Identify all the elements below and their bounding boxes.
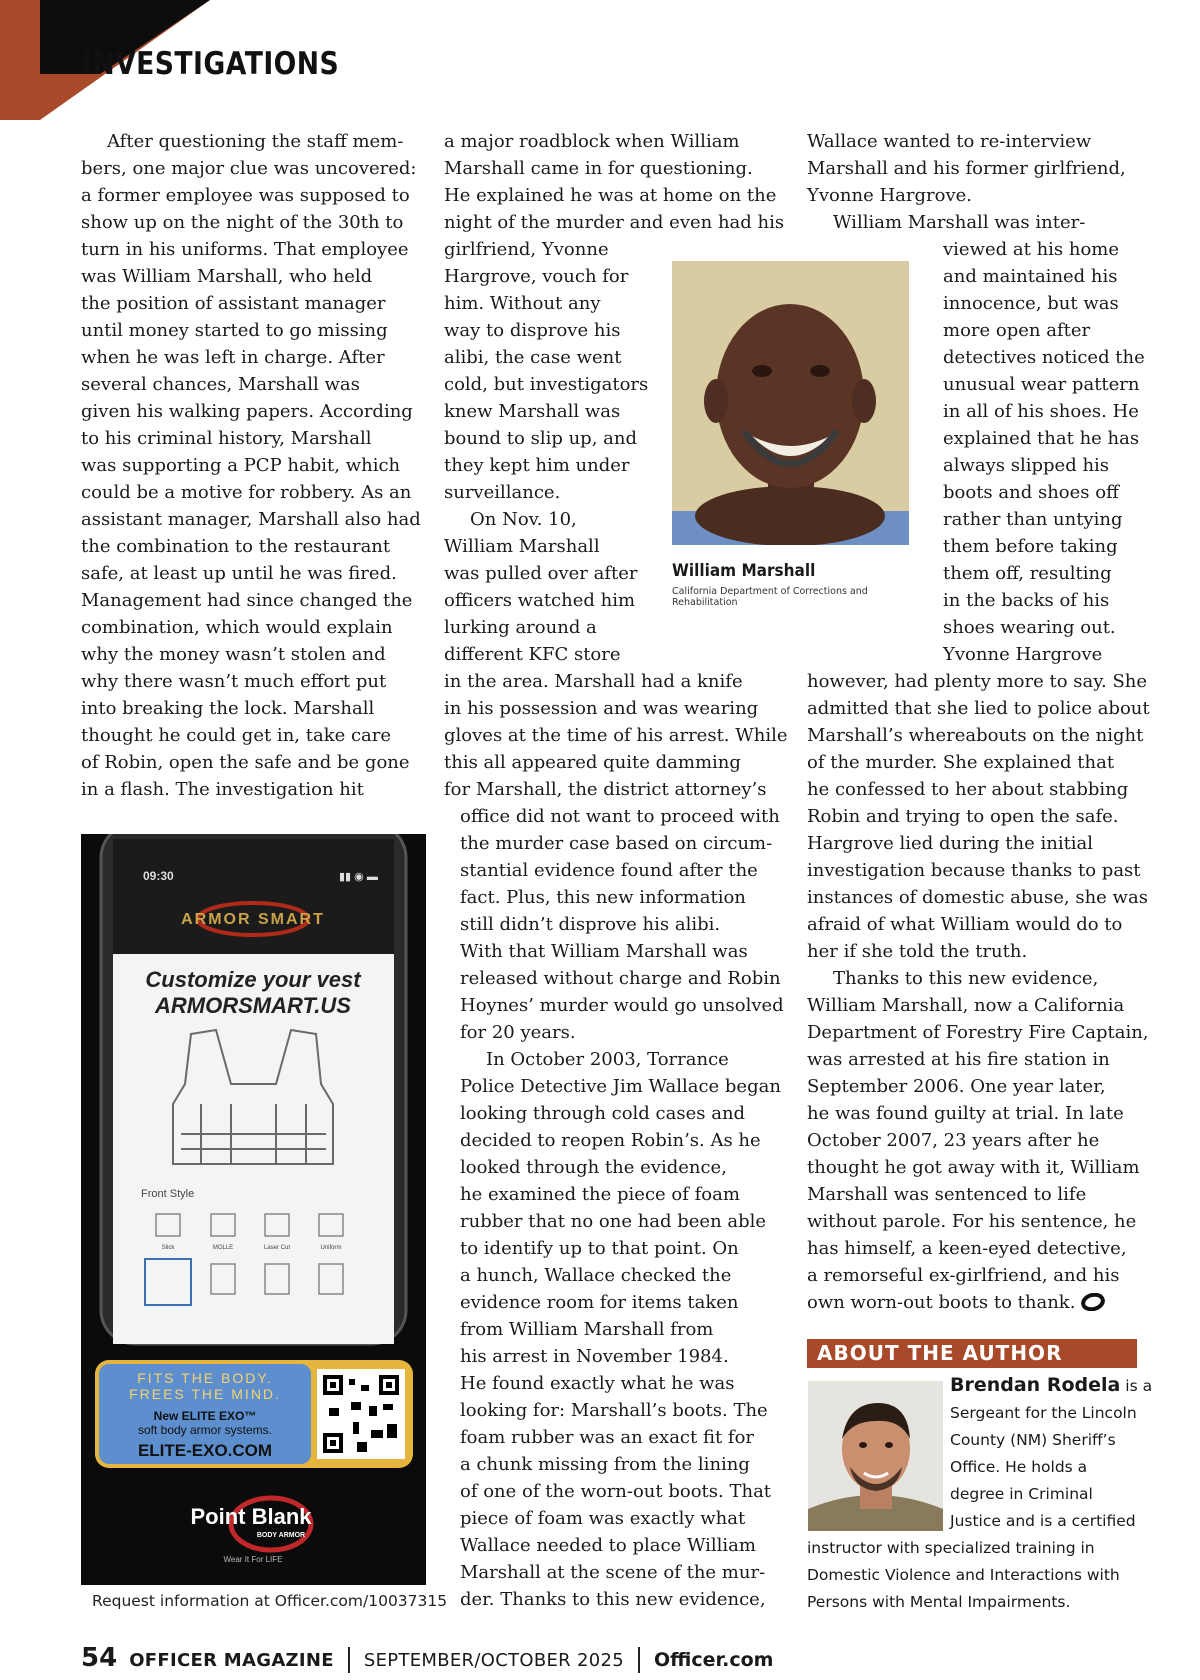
article-line: show up on the night of the 30th to — [81, 212, 404, 233]
article-line: In October 2003, Torrance — [486, 1049, 729, 1070]
article-line: he was found guilty at trial. In late — [807, 1103, 1124, 1124]
article-line: Marshall was sentenced to life — [807, 1184, 1087, 1205]
article-line: always slipped his — [943, 455, 1110, 476]
article-line: the murder case based on circum- — [460, 833, 773, 854]
article-line: thought he could get in, take care — [81, 725, 392, 746]
article-line: unusual wear pattern — [943, 374, 1140, 395]
article-line: the combination to the restaurant — [81, 536, 391, 557]
ad-tagline-2: FREES THE MIND. — [129, 1386, 281, 1402]
article-line: he examined the piece of foam — [460, 1184, 740, 1205]
article-line: explained that he has — [943, 428, 1140, 449]
article-line: Management had since changed the — [81, 590, 413, 611]
article-line: way to disprove his — [444, 320, 621, 341]
about-line-0: is a — [1125, 1377, 1153, 1395]
article-line: der. Thanks to this new evidence, — [460, 1589, 766, 1610]
article-line: detectives noticed the — [943, 347, 1145, 368]
article-line: afraid of what William would do to — [807, 914, 1123, 935]
article-line: for 20 years. — [460, 1022, 576, 1043]
article-line: a chunk missing from the lining — [460, 1454, 750, 1475]
article-line: Department of Forestry Fire Captain, — [807, 1022, 1149, 1043]
article-line: stantial evidence found after the — [460, 860, 758, 881]
article-line: thought he got away with it, William — [807, 1157, 1140, 1178]
article-line: October 2007, 23 years after he — [807, 1130, 1100, 1151]
footer-divider — [638, 1647, 640, 1673]
article-line: After questioning the staff mem- — [107, 131, 404, 152]
article-line: bers, one major clue was uncovered: — [81, 158, 417, 179]
article-line: more open after — [943, 320, 1091, 341]
article-line: gloves at the time of his arrest. While — [444, 725, 788, 746]
article-line: rather than untying — [943, 509, 1123, 530]
ad-product-url: ELITE-EXO.COM — [137, 1441, 273, 1460]
article-line: September 2006. One year later, — [807, 1076, 1106, 1097]
article-line: several chances, Marshall was — [81, 374, 360, 395]
article-line: admitted that she lied to police about — [807, 698, 1150, 719]
article-line: was William Marshall, who held — [81, 266, 373, 287]
article-line: boots and shoes off — [943, 482, 1119, 503]
article-line: officers watched him — [444, 590, 636, 611]
ad-style-3: Laser Cut — [263, 1245, 291, 1251]
end-mark-icon — [1081, 1293, 1105, 1311]
section-title: INVESTIGATIONS — [82, 46, 340, 82]
article-line: a hunch, Wallace checked the — [460, 1265, 732, 1286]
article-line: instances of domestic abuse, she was — [807, 887, 1148, 908]
article-line: until money started to go missing — [81, 320, 388, 341]
article-line: Marshall came in for questioning. — [444, 158, 753, 179]
article-line: from William Marshall from — [460, 1319, 714, 1340]
ad-style-2: MOLLE — [212, 1245, 234, 1251]
article-line: rubber that no one had been able — [460, 1211, 767, 1232]
qr-code-icon — [317, 1369, 405, 1459]
article-line: William Marshall — [444, 536, 600, 557]
article-line: and maintained his — [943, 266, 1118, 287]
article-line: in the backs of his — [943, 590, 1110, 611]
article-line: looking through cold cases and — [460, 1103, 746, 1124]
article-line: looking for: Marshall’s boots. The — [460, 1400, 768, 1421]
article-line: He found exactly what he was — [460, 1373, 735, 1394]
ad-logo-sub: BODY ARMOR — [256, 1532, 306, 1539]
footer-divider — [348, 1647, 350, 1673]
article-line: to his criminal history, Marshall — [81, 428, 372, 449]
article-line: Yvonne Hargrove. — [807, 185, 972, 206]
article-line: looked through the evidence, — [460, 1157, 727, 1178]
article-line: released without charge and Robin — [460, 968, 781, 989]
article-line: Wallace needed to place William — [460, 1535, 756, 1556]
about-line-1: Sergeant for the Lincoln — [950, 1404, 1137, 1422]
article-line: Marshall and his former girlfriend, — [807, 158, 1126, 179]
page-footer — [81, 1643, 773, 1677]
article-line: safe, at least up until he was fired. — [81, 563, 397, 584]
article-line: cold, but investigators — [444, 374, 649, 395]
article-line: surveillance. — [444, 482, 561, 503]
article-line: without parole. For his sentence, he — [807, 1211, 1137, 1232]
about-line-4: degree in Criminal — [950, 1485, 1093, 1503]
article-line: the position of assistant manager — [81, 293, 386, 314]
ad-product-1: New ELITE EXO™ — [153, 1409, 257, 1423]
article-line: knew Marshall was — [444, 401, 621, 422]
article-line: Hargrove, vouch for — [444, 266, 629, 287]
article-line: could be a motive for robbery. As an — [81, 482, 412, 503]
article-line: lurking around a — [444, 617, 597, 638]
article-line: of Robin, open the safe and be gone — [81, 752, 410, 773]
article-line: this all appeared quite damming — [444, 752, 741, 773]
article-line: however, had plenty more to say. She — [807, 671, 1148, 692]
article-line: Marshall at the scene of the mur- — [460, 1562, 766, 1583]
about-line-7: Domestic Violence and Interactions with — [807, 1566, 1120, 1584]
ad-slogan: Wear It For LIFE — [223, 1555, 283, 1564]
caption-credit: California Department of Corrections and Rehabilitation — [672, 586, 868, 608]
about-line-3: Office. He holds a — [950, 1458, 1088, 1476]
ad-headline-2: ARMORSMART.US — [155, 993, 351, 1018]
article-line: William Marshall was inter- — [833, 212, 1086, 233]
page-number: 54 — [81, 1643, 118, 1673]
article-line: in all of his shoes. He — [943, 401, 1139, 422]
ad-logo: Point Blank — [190, 1504, 312, 1529]
about-line-6: instructor with specialized training in — [807, 1539, 1095, 1557]
ad-phone-time: 09:30 — [143, 869, 174, 883]
ad-brand: ARMOR SMART — [181, 911, 325, 928]
article-line: viewed at his home — [943, 239, 1120, 260]
article-line: them before taking — [943, 536, 1118, 557]
article-line: why there wasn’t much effort put — [81, 671, 387, 692]
article-line: them off, resulting — [943, 563, 1112, 584]
article-line: to identify up to that point. On — [460, 1238, 739, 1259]
article-line: innocence, but was — [943, 293, 1119, 314]
advertisement[interactable] — [81, 834, 426, 1585]
ad-headline-1: Customize your vest — [145, 967, 361, 992]
about-line-8: Persons with Mental Impairments. — [807, 1593, 1071, 1611]
article-line: turn in his uniforms. That employee — [81, 239, 409, 260]
article-line: office did not want to proceed with — [460, 806, 780, 827]
article-line: Marshall’s whereabouts on the night — [807, 725, 1144, 746]
ad-tagline-1: FITS THE BODY. — [137, 1370, 273, 1386]
article-line: given his walking papers. According — [81, 401, 413, 422]
article-line: when he was left in charge. After — [81, 347, 385, 368]
about-author-header: ABOUT THE AUTHOR — [807, 1339, 1137, 1368]
article-line: his arrest in November 1984. — [460, 1346, 729, 1367]
article-line: a former employee was supposed to — [81, 185, 410, 206]
ad-product-2: soft body armor systems. — [137, 1423, 273, 1437]
article-line: has himself, a keen-eyed detective, — [807, 1238, 1127, 1259]
article-column-1 — [81, 128, 421, 803]
article-line: night of the murder and even had his — [444, 212, 785, 233]
article-line: into breaking the lock. Marshall — [81, 698, 375, 719]
article-line: decided to reopen Robin’s. As he — [460, 1130, 761, 1151]
article-line: piece of foam was exactly what — [460, 1508, 746, 1529]
article-line: own worn-out boots to thank. — [807, 1289, 1152, 1316]
article-line: in a flash. The investigation hit — [81, 779, 364, 800]
article-line: him. Without any — [444, 293, 601, 314]
ad-style-1: Slick — [161, 1245, 175, 1251]
article-line: combination, which would explain — [81, 617, 393, 638]
about-author-text — [807, 1372, 1152, 1616]
article-line: fact. Plus, this new information — [460, 887, 746, 908]
caption-name: William Marshall — [672, 561, 816, 581]
article-line: Yvonne Hargrove — [943, 644, 1103, 665]
article-line: of the murder. She explained that — [807, 752, 1115, 773]
article-line: a remorseful ex-girlfriend, and his — [807, 1265, 1120, 1286]
article-line: Police Detective Jim Wallace began — [460, 1076, 781, 1097]
article-line: was pulled over after — [444, 563, 638, 584]
article-line: alibi, the case went — [444, 347, 622, 368]
article-line: he confessed to her about stabbing — [807, 779, 1129, 800]
article-line: still didn’t disprove his alibi. — [460, 914, 721, 935]
ad-front-style: Front Style — [141, 1188, 195, 1200]
author-name: Brendan Rodela — [950, 1374, 1121, 1396]
article-line: Thanks to this new evidence, — [833, 968, 1099, 989]
article-line: they kept him under — [444, 455, 630, 476]
article-line: Hoynes’ murder would go unsolved — [460, 995, 784, 1016]
article-line: He explained he was at home on the — [444, 185, 777, 206]
article-line: girlfriend, Yvonne — [444, 239, 609, 260]
article-line: shoes wearing out. — [943, 617, 1116, 638]
ad-style-4: Uniform — [320, 1245, 342, 1251]
article-line: evidence room for items taken — [460, 1292, 739, 1313]
article-line: foam rubber was an exact fit for — [460, 1427, 755, 1448]
article-line: On Nov. 10, — [470, 509, 577, 530]
about-line-2: County (NM) Sheriff’s — [950, 1431, 1116, 1449]
article-line: different KFC store — [444, 644, 621, 665]
magazine-name: OFFICER MAGAZINE — [129, 1650, 334, 1671]
article-line: Hargrove lied during the initial — [807, 833, 1094, 854]
article-line: why the money wasn’t stolen and — [81, 644, 386, 665]
suspect-photo — [672, 261, 909, 545]
article-line: was supporting a PCP habit, which — [81, 455, 401, 476]
article-line: of one of the worn-out boots. That — [460, 1481, 772, 1502]
article-line: assistant manager, Marshall also had — [81, 509, 421, 530]
article-line: William Marshall, now a California — [807, 995, 1125, 1016]
photo-caption — [672, 561, 932, 608]
article-line: bound to slip up, and — [444, 428, 637, 449]
about-line-5: Justice and is a certified — [950, 1512, 1136, 1530]
article-line: in his possession and was wearing — [444, 698, 759, 719]
article-line: in the area. Marshall had a knife — [444, 671, 743, 692]
svg-text:▮▮ ◉ ▬: ▮▮ ◉ ▬ — [339, 871, 378, 883]
website-link[interactable]: Officer.com — [653, 1649, 774, 1671]
article-line: for Marshall, the district attorney’s — [444, 779, 767, 800]
issue-date: SEPTEMBER/OCTOBER 2025 — [363, 1650, 624, 1671]
article-line: Robin and trying to open the safe. — [807, 806, 1119, 827]
article-line: investigation because thanks to past — [807, 860, 1141, 881]
article-line: With that William Marshall was — [460, 941, 748, 962]
article-line: a major roadblock when William — [444, 131, 740, 152]
ad-request-info[interactable]: Request information at Officer.com/10037315 — [92, 1592, 448, 1610]
article-line: was arrested at his fire station in — [807, 1049, 1110, 1070]
article-line: her if she told the truth. — [807, 941, 1028, 962]
article-line: Wallace wanted to re-interview — [807, 131, 1092, 152]
